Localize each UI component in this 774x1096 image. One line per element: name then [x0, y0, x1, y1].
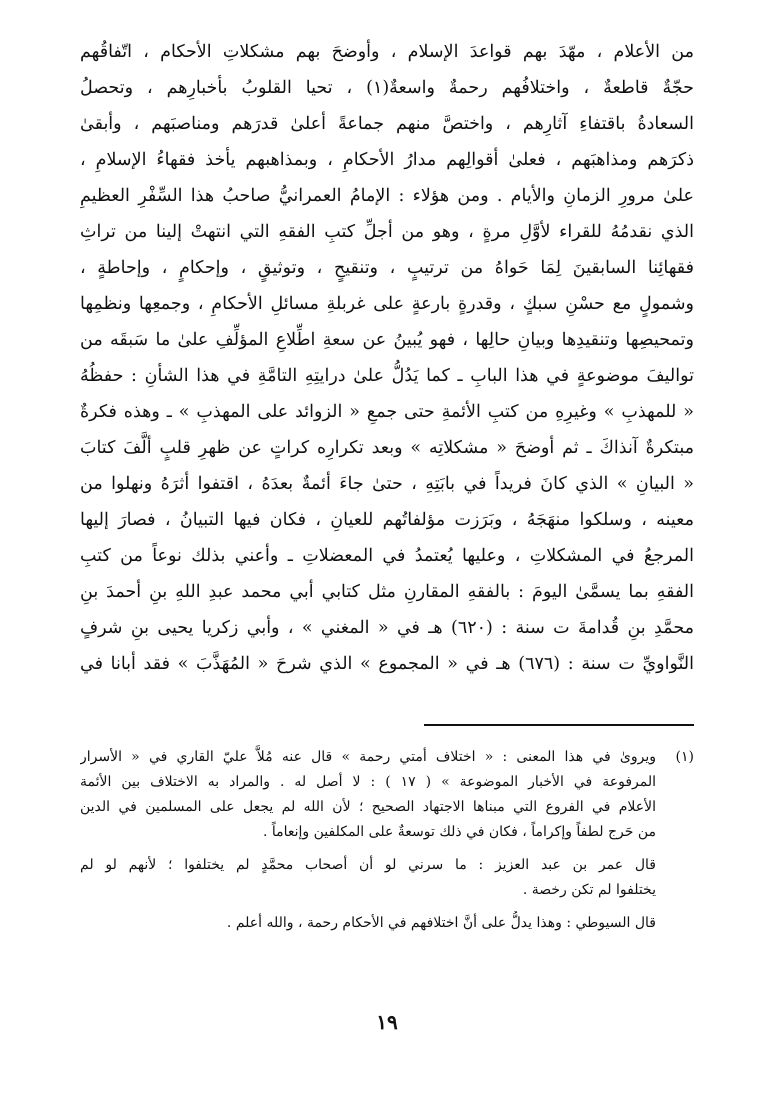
text-line: من الأعلام ، مهّدَ بهم قواعدَ الإسلام ، وأوضحَ بهم مشكلاتِ الأحكام ، اتّفاقُهم [80, 42, 694, 62]
footnote-line [80, 745, 694, 770]
text-line: محمَّدِ بنِ قُدامةَ ت سنة : (٦٢٠) هـ في « المغني » ، وأبي زكريا يحيى بنِ شرفٍ [80, 618, 694, 638]
footnote-line: المرفوعة في الأخبار الموضوعة » ( ١٧ ) : لا أصل له . والمراد به الاختلاف بين الأئمة [80, 774, 656, 790]
footnote-line: يختلفوا لم تكن رخصة . [522, 882, 656, 898]
footnote-separator [424, 724, 694, 726]
text-line: حجّةٌ قاطعةٌ ، واختلافُهم رحمةٌ واسعةٌ(١) ، تحيا القلوبُ بأخبارِهم ، وتحصلُ [80, 78, 694, 98]
text-line: معينه ، وسلكوا منهَجَهُ ، وبَرَزت مؤلفاتُهم للعيانِ ، فكان فيها التبيانُ ، فصارَ إليها [80, 510, 694, 530]
main-text [80, 34, 694, 682]
text-line: النَّواويِّ ت سنة : (٦٧٦) هـ في « المجموع » الذي شرحَ « المُهَذَّبَ » فقد أبانا في [80, 654, 694, 674]
text-line: المرجعُ في المشكلاتِ ، وعليها يُعتمدُ في المعضلاتِ ـ وأعني بذلك نوعاً من كتبِ [80, 546, 694, 566]
page-number: ١٩ [376, 1010, 398, 1034]
text-line: تواليفَ موضوعةٍ في هذا البابِ ـ كما يَدُلُّ علىٰ درايتِهِ التامَّةِ في هذا الشأنِ : حفظُهُ [80, 366, 694, 386]
footnotes [80, 745, 694, 936]
text-line: وتمحيصِها وتنقيدِها وبيانِ حالِها ، فهو يُبينُ عن سعةِ اطِّلاعِ المؤلِّفِ علىٰ ما سَبقَه من [80, 330, 694, 350]
text-line: علىٰ مرورِ الزمانِ والأيام . ومن هؤلاء : الإمامُ العمرانيُّ صاحبُ هذا السِّفْرِ العظيمِ [80, 186, 694, 206]
text-line: ذكرَهم ومذاهبَهم ، فعلىٰ أقوالِهم مدارُ الأحكامِ ، وبمذاهبهم يأخذ فقهاءُ الإسلامِ ، [80, 150, 694, 170]
text-line: السعادةُ باقتفاءِ آثارِهم ، واختصَّ منهم جماعةً أعلىٰ قدرَهم ومناصبَهم ، وأبقىٰ [80, 114, 694, 134]
text-line: الفقهِ بما يسمَّىٰ اليومَ : بالفقهِ المقارنِ مثل كتابي أبي محمد عبدِ اللهِ بنِ أحمدَ بنِ [80, 582, 694, 602]
footnote-line: قال السيوطي : وهذا يدلُّ على أنَّ اختلافهم في الأحكام رحمة ، والله أعلم . [226, 915, 656, 931]
text-line: وشمولٍ مع حسْنِ سبكٍ ، وقدرةٍ بارعةٍ على غربلةِ مسائلِ الأحكامِ ، وجمعِها ونظمِها [80, 294, 694, 314]
footnote-line: الأعلام في الفروع التي مبناها الاجتهاد الصحيح ؛ لأن الله لم يجعل على المسلمين في الدين [80, 799, 656, 815]
text-line: فقهائِنا السابقينَ لِمَا حَواهُ من ترتيبٍ ، وتنقيحٍ ، وتوثيقٍ ، وإحكامٍ ، وإحاطةٍ ، [80, 258, 694, 278]
text-line: مبتكرةٌ آنذاكَ ـ ثم أوضحَ « مشكلاتِه » وبعد تكرارِه كراتٍ عن ظهرِ قلبٍ ألَّفَ كتابَ [80, 438, 694, 458]
footnote-text: ويروىٰ في هذا المعنى : « اختلاف أمتي رحمة » قال عنه مُلاَّ عليّ القاري في « الأسرار [80, 749, 656, 765]
text-line: « للمهذبِ » وغيرِهِ من كتبِ الأئمةِ حتى جمعِ « الزوائد على المهذبِ » ـ وهذه فكرةٌ [80, 402, 694, 422]
text-line: الذي نقدمُهُ للقراء لأوَّلِ مرةٍ ، وهو من أجلِّ كتبِ الفقهِ التي انتهتْ إلينا من تراثِ [80, 222, 694, 242]
footnote-line: من حَرج لطفاً وإكراماً ، فكان في ذلك توسعةٌ على المكلفين وإنعاماً . [262, 824, 656, 840]
footnote-marker: (١) [675, 749, 694, 765]
text-line: « البيانِ » الذي كانَ فريداً في بابَتِهِ ، حتىٰ جاءَ أئمةٌ بعدَهُ ، اقتفوا أثرَهُ ونهلوا من [80, 474, 694, 494]
footnote-line: قال عمر بن عبد العزيز : ما سرني لو أن أصحاب محمَّدٍ لم يختلفوا ؛ لأنهم لو لم [80, 857, 656, 873]
